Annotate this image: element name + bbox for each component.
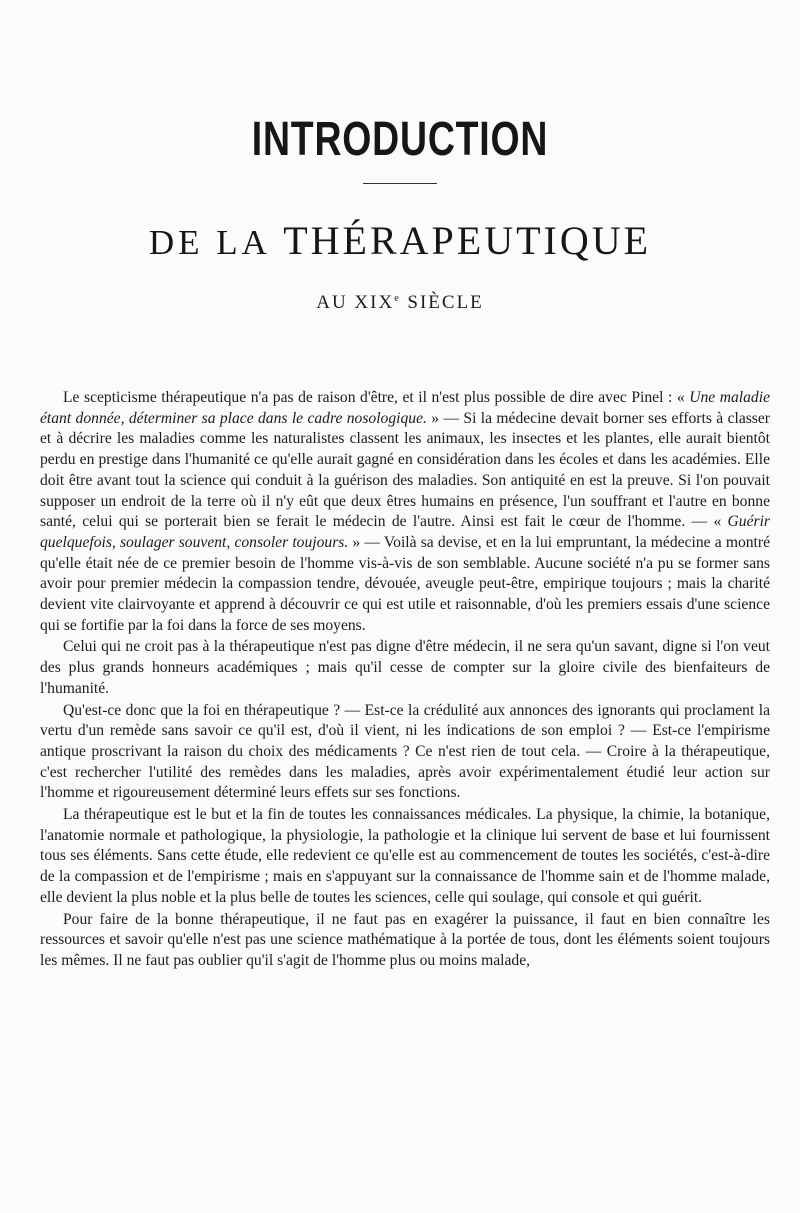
italic-quote: Guérir quelquefois, soulager souvent, consoler toujours. — [40, 513, 770, 551]
title-divider-rule — [363, 183, 437, 184]
paragraph-text: Pour faire de la bonne thérapeutique, il ne faut pas en exagérer la puissance, il faut en bien connaître les ressources et savoir qu'elle n'est pas une science mathématique à la portée de tous, dont les éléments soient toujours les mêmes. Il ne faut pas oublier qu'il s'agit de l'homme plus ou moins malade, — [40, 910, 770, 969]
italic-quote: Une maladie étant donnée, déterminer sa place dans le cadre nosologique. — [40, 389, 770, 427]
paragraph-text: Le scepticisme thérapeutique n'a pas de raison d'être, et il n'est plus possible de dire avec Pinel : « — [63, 389, 690, 406]
paragraph-1 — [40, 388, 770, 636]
paragraph-text: » — Si la médecine devait borner ses efforts à classer et à décrire les maladies comme les naturalistes classent les animaux, les insectes et les plantes, elle aurait bientôt perdu en prestige dans l'humanité ce qu'elle aurait gagné en considération dans les écoles et dans les académies. Elle doit être avant tout la science qui conduit à la guérison des maladies. Son antiquité en est la preuve. Si l'on pouvait supposer un endroit de la terre où il n'y eût que deux êtres humains en présence, l'un souffrant et l'autre en bonne santé, celui qui se porterait bien se ferait le médecin de l'autre. Ainsi est fait le cœur de l'homme. — « — [40, 409, 770, 531]
book-title-main: THÉRAPEUTIQUE — [283, 218, 652, 263]
section-title: INTRODUCTION — [251, 113, 549, 166]
paragraph-text: La thérapeutique est le but et la fin de toutes les connaissances médicales. La physique, la chimie, la botanique, l'anatomie normale et pathologique, la physiologie, la pathologie et la clinique lui servent de base et lui fournissent tous ses éléments. Sans cette étude, elle redevient ce qu'elle est au commencement de toutes les sociétés, c'est-à-dire de la compassion et de l'empirisme ; mais en s'appuyant sur la connaissance de l'homme sain et de l'homme malade, elle devient la plus noble et la plus belle de toutes les sciences, celle qui soulage, qui console et qui guérit. — [40, 806, 770, 906]
paragraph-text: Qu'est-ce donc que la foi en thérapeutique ? — Est-ce la crédulité aux annonces des ignorants qui proclament la vertu d'un remède sans savoir ce qu'il est, d'où il vient, ni les indications de son emploi ? — Est-ce l'empirisme antique proscrivant la raison du choix des médicaments ? Ce n'est rien de tout cela. — Croire à la thérapeutique, c'est rechercher l'utilité des remèdes dans les maladies, après avoir expérimentalement étudié leur action sur l'homme et rigoureusement déterminé leurs effets sur ses fonctions. — [40, 701, 770, 802]
book-subtitle — [0, 292, 800, 314]
book-title-prefix: DE LA — [148, 223, 271, 262]
body-text — [40, 388, 770, 972]
century-suffix: SIÈCLE — [407, 292, 484, 313]
paragraph-3 — [40, 701, 770, 805]
paragraph-2 — [40, 637, 770, 699]
paragraph-text: Celui qui ne croit pas à la thérapeutique n'est pas digne d'être médecin, il ne sera qu'un savant, digne si l'on veut des plus grands honneurs académiques ; mais qu'il cesse de compter sur la gloire civile des bienfaiteurs de l'humanité. — [40, 638, 770, 697]
century-superscript: e — [394, 293, 401, 304]
book-title — [0, 217, 800, 264]
century-prefix: AU XIX — [316, 292, 395, 313]
paragraph-4 — [40, 805, 770, 909]
paragraph-5 — [40, 910, 770, 972]
paragraph-text: » — Voilà sa devise, et en la lui empruntant, la médecine a montré qu'elle était née de ce premier besoin de l'homme vis-à-vis de son semblable. Aucune société n'a pu se former sans avoir pour premier médecin la compassion tendre, dévouée, aveugle peut-être, empirique toujours ; mais la charité devient vite clairvoyante et apprend à découvrir ce qui est utile et raisonnable, d'où les premiers essais d'une science qui se fortifie par la foi dans la force de ses moyens. — [40, 533, 771, 634]
